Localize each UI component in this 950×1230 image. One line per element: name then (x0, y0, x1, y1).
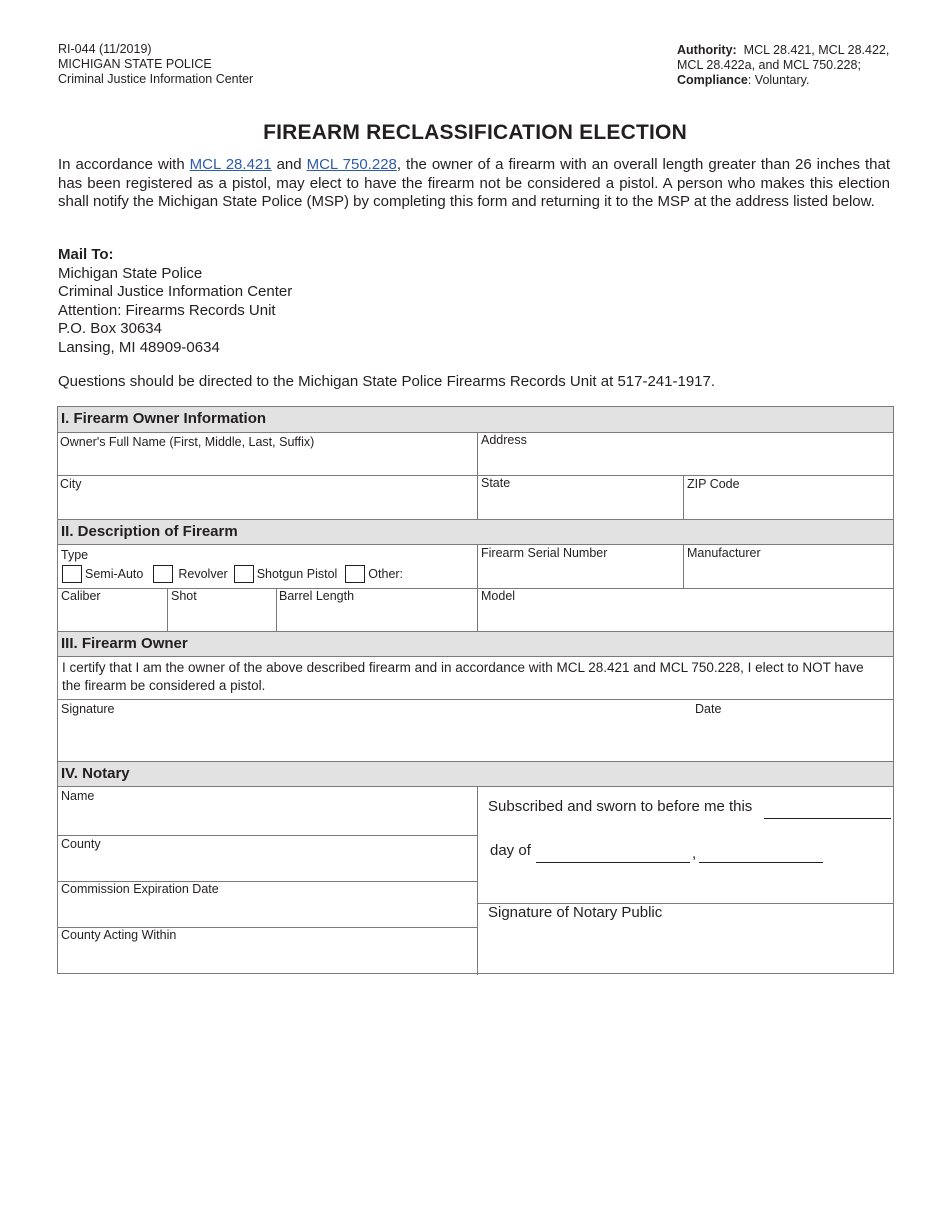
model-field[interactable]: Model (481, 589, 516, 603)
divider (58, 475, 893, 476)
mail-line: Attention: Firearms Records Unit (58, 301, 276, 319)
comma-text: , (692, 845, 697, 862)
subscribed-sworn-text: Subscribed and sworn to before me this (488, 798, 753, 815)
shotgun-pistol-checkbox[interactable] (234, 565, 254, 583)
divider (683, 475, 684, 519)
election-form (57, 406, 894, 974)
page-title: FIREARM RECLASSIFICATION ELECTION (263, 121, 687, 144)
notary-county-field[interactable]: County (61, 837, 101, 851)
revolver-option[interactable] (153, 565, 227, 583)
divider (276, 588, 277, 631)
intro-conj: and (271, 156, 307, 173)
full-name-field[interactable]: Owner's Full Name (First, Middle, Last, Suffix) (60, 435, 315, 449)
intro-prefix: In accordance with (58, 156, 190, 173)
authority-text: MCL 28.421, MCL 28.422, MCL 28.422a, and MCL 750.228; (677, 43, 890, 72)
caliber-field[interactable]: Caliber (61, 589, 101, 603)
revolver-label: Revolver (178, 567, 228, 581)
semi-auto-checkbox[interactable] (62, 565, 82, 583)
mail-line: Lansing, MI 48909-0634 (58, 338, 220, 356)
type-label: Type (61, 548, 89, 562)
section-owner-information: I. Firearm Owner Information (58, 407, 893, 433)
mcl-750-228-link[interactable]: MCL 750.228 (306, 156, 397, 173)
compliance-label: Compliance (677, 73, 748, 87)
divider (167, 588, 168, 631)
day-of-text: day of (490, 842, 531, 859)
barrel-length-field[interactable]: Barrel Length (279, 589, 355, 603)
county-acting-within-field[interactable]: County Acting Within (61, 928, 177, 942)
commission-expiration-field[interactable]: Commission Expiration Date (61, 882, 219, 896)
divider (683, 545, 684, 588)
intro-paragraph (58, 156, 890, 212)
mail-line: Criminal Justice Information Center (58, 283, 293, 301)
form-number: RI-044 (11/2019) (58, 42, 152, 56)
sworn-day-line[interactable] (764, 818, 891, 819)
owner-date-field[interactable]: Date (695, 702, 722, 716)
zip-code-field[interactable]: ZIP Code (687, 477, 740, 491)
mcl-28-421-link[interactable]: MCL 28.421 (189, 156, 272, 173)
questions-text: Questions should be directed to the Michigan State Police Firearms Records Unit at 517-241-1917. (58, 373, 716, 390)
intro-rest: , the owner of a firearm with an overall length greater than 26 inches that has been registered as a pistol, may elect to have the firearm not be considered a pistol. A person who makes this election shall notify the Michigan State Police (MSP) by completing this form and returning it to the MSP at the address listed below. (58, 156, 890, 211)
other-option[interactable] (345, 565, 403, 583)
sworn-month-line[interactable] (536, 862, 690, 863)
other-checkbox[interactable] (345, 565, 365, 583)
manufacturer-field[interactable]: Manufacturer (687, 546, 761, 560)
divider (58, 835, 478, 836)
section-firearm-description: II. Description of Firearm (58, 519, 893, 545)
section-notary: IV. Notary (58, 761, 893, 787)
mail-to-heading: Mail To: (58, 246, 114, 263)
agency-name: MICHIGAN STATE POLICE (58, 57, 212, 71)
owner-signature-field[interactable]: Signature (61, 702, 115, 716)
type-options (62, 565, 409, 583)
revolver-checkbox[interactable] (153, 565, 173, 583)
compliance-text: : Voluntary. (747, 73, 810, 87)
notary-signature-field[interactable]: Signature of Notary Public (488, 904, 663, 921)
division-name: Criminal Justice Information Center (58, 72, 254, 86)
divider (477, 433, 478, 519)
shot-field[interactable]: Shot (171, 589, 197, 603)
address-field[interactable]: Address (481, 433, 527, 447)
city-field[interactable]: City (60, 477, 82, 491)
section-firearm-owner: III. Firearm Owner (58, 631, 893, 657)
semi-auto-option[interactable] (62, 565, 143, 583)
serial-number-field[interactable]: Firearm Serial Number (481, 546, 608, 560)
sworn-year-line[interactable] (699, 862, 823, 863)
mail-line: P.O. Box 30634 (58, 320, 162, 338)
form-header-left (58, 42, 253, 87)
mail-line: Michigan State Police (58, 264, 203, 282)
semi-auto-label: Semi-Auto (85, 567, 144, 581)
authority-block (677, 43, 907, 88)
divider (58, 699, 893, 700)
authority-label: Authority: (677, 43, 737, 57)
shotgun-pistol-label: Shotgun Pistol (256, 567, 338, 581)
shotgun-pistol-option[interactable] (234, 565, 338, 583)
state-field[interactable]: State (481, 476, 511, 490)
notary-name-field[interactable]: Name (61, 789, 95, 803)
other-label: Other: (368, 567, 404, 581)
mail-to-block (58, 246, 292, 358)
certification-statement: I certify that I am the owner of the above described firearm and in accordance with MCL 28.421 and MCL 750.228, I elect to NOT have the firearm be considered a pistol. (62, 660, 864, 693)
